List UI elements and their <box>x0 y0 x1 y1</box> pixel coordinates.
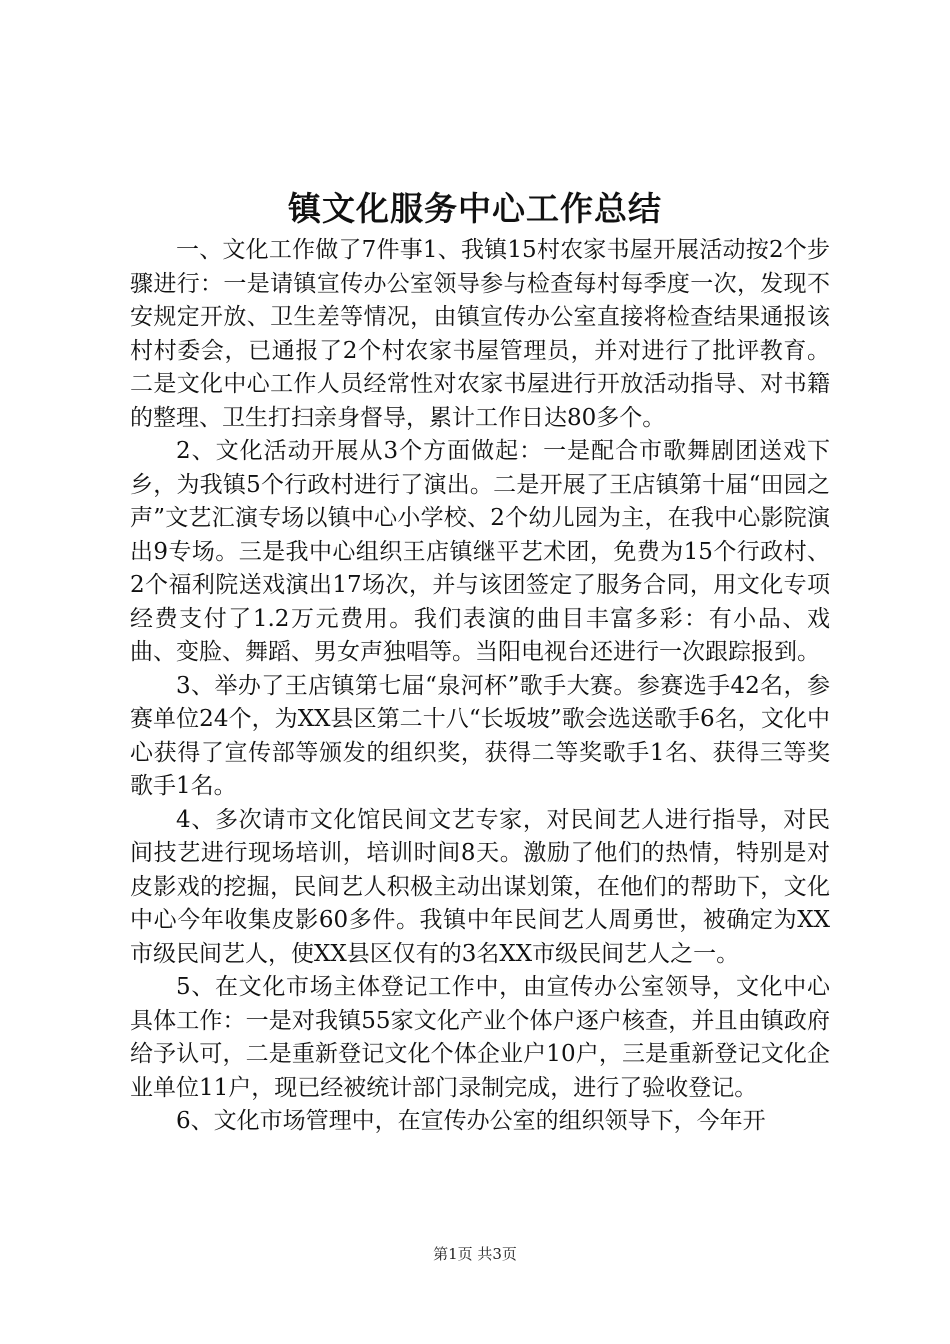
paragraph-3: 3、举办了王店镇第七届“泉河杯”歌手大赛。参赛选手42名，参赛单位24个，为XX县区第二十八“长坂坡”歌会选送歌手6名，文化中心获得了宣传部等颁发的组织奖，获得二等奖歌手1名、获得三等奖歌手1名。 <box>130 672 830 799</box>
document-body <box>130 234 830 1139</box>
paragraph-5: 5、在文化市场主体登记工作中，由宣传办公室领导，文化中心具体工作：一是对我镇55家文化产业个体户逐户核查，并且由镇政府给予认可，二是重新登记文化个体企业户10户，三是重新登记文化企业单位11户，现已经被统计部门录制完成，进行了验收登记。 <box>130 974 830 1101</box>
page-number-footer: 第1页 共3页 <box>433 1245 517 1263</box>
document-title: 镇文化服务中心工作总结 <box>288 189 662 228</box>
paragraph-4: 4、多次请市文化馆民间文艺专家，对民间艺人进行指导，对民间技艺进行现场培训，培训时间8天。激励了他们的热情，特别是对皮影戏的挖掘，民间艺人积极主动出谋划策，在他们的帮助下，文化中心今年收集皮影60多件。我镇中年民间艺人周勇世，被确定为XX市级民间艺人，使XX县区仅有的3名XX市级民间艺人之一。 <box>130 806 830 967</box>
paragraph-1: 一、文化工作做了7件事1、我镇15村农家书屋开展活动按2个步骤进行：一是请镇宣传办公室领导参与检查每村每季度一次，发现不安规定开放、卫生差等情况，由镇宣传办公室直接将检查结果通报该村村委会，已通报了2个村农家书屋管理员，并对进行了批评教育。二是文化中心工作人员经常性对农家书屋进行开放活动指导、对书籍的整理、卫生打扫亲身督导，累计工作日达80多个。 <box>130 237 830 431</box>
paragraph-6: 6、文化市场管理中，在宣传办公室的组织领导下，今年开 <box>176 1108 766 1134</box>
paragraph-2: 2、文化活动开展从3个方面做起：一是配合市歌舞剧团送戏下乡，为我镇5个行政村进行了演出。二是开展了王店镇第十届“田园之声”文艺汇演专场以镇中心小学校、2个幼儿园为主，在我中心影院演出9专场。三是我中心组织王店镇继平艺术团，免费为15个行政村、2个福利院送戏演出17场次，并与该团签定了服务合同，用文化专项经费支付了1.2万元费用。我们表演的曲目丰富多彩：有小品、戏曲、变脸、舞蹈、男女声独唱等。当阳电视台还进行一次跟踪报到。 <box>130 438 830 665</box>
